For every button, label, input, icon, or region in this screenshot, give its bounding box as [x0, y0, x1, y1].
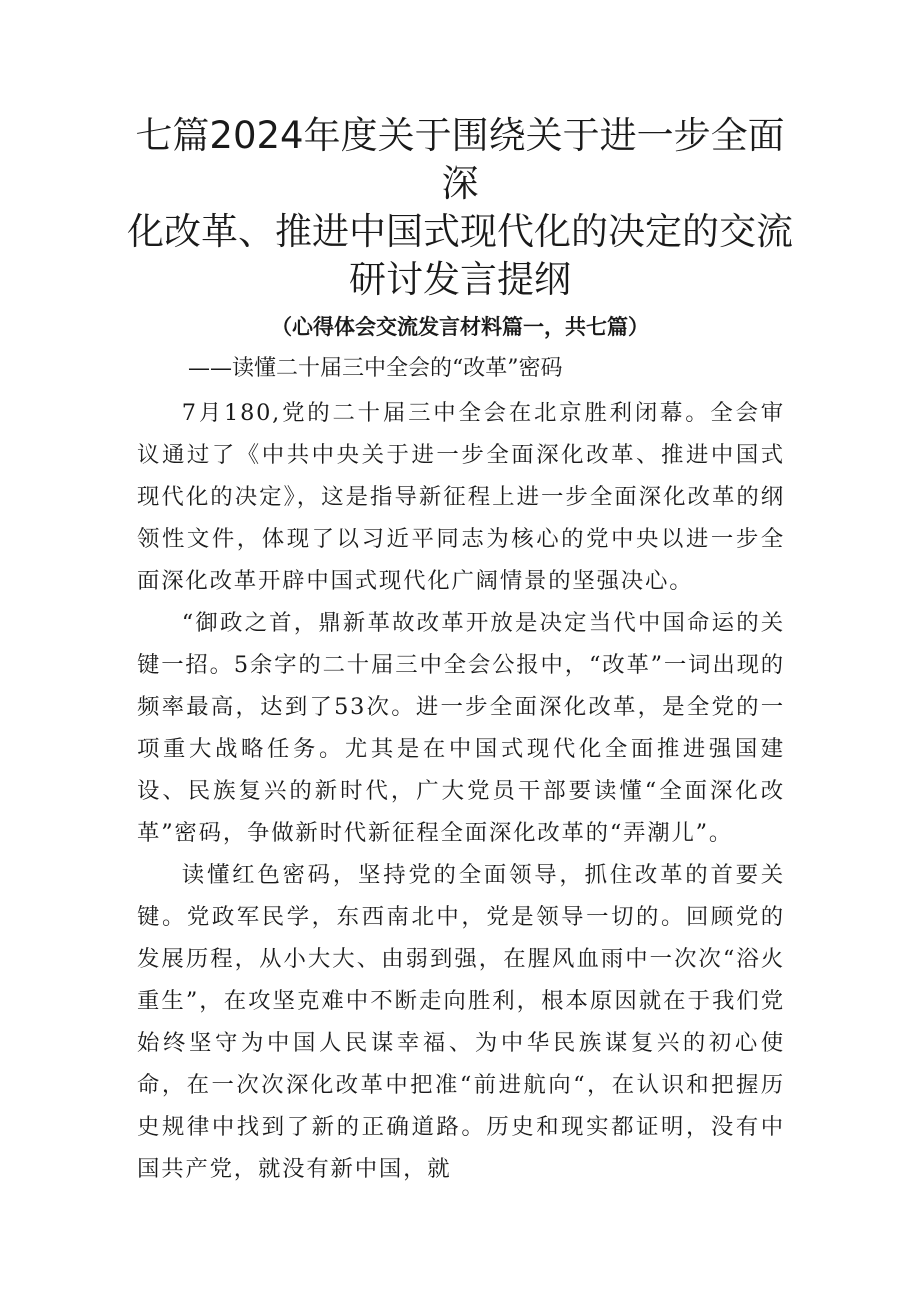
paragraph-2: “御政之首，鼎新革故改革开放是决定当代中国命运的关键一招。5余字的二十届三中全会公报中，“改革”一词出现的频率最高，达到了53次。进一步全面深化改革，是全党的一项重大战略任务。尤其是在中国式现代化全面推进强国建设、民族复兴的新时代，广大党员干部要读懂“全面深化改革”密码，争做新时代新征程全面深化改革的“弄潮儿”。: [137, 610, 785, 846]
document-body: [137, 392, 785, 1190]
title-line-1: 七篇2024年度关于围绕关于进一步全面深: [135, 114, 785, 205]
paragraph-3: 读懂红色密码，坚持党的全面领导，抓住改革的首要关键。党政军民学，东西南北中，党是领导一切的。回顾党的发展历程，从小大大、由弱到强，在腥风血雨中一次次“浴火重生”，在攻坚克难中不断走向胜利，根本原因就在于我们党始终坚守为中国人民谋幸福、为中华民族谋复兴的初心使命，在一次次深化改革中把准“前进航向“，在认识和把握历史规律中找到了新的正确道路。历史和现实都证明，没有中国共产党，就没有新中国，就: [137, 862, 785, 1182]
title-line-2: 化改革、推进中国式现代化的决定的交流: [127, 210, 793, 253]
section-heading: ——读懂二十届三中全会的“改革”密码: [188, 356, 563, 381]
paragraph-1: 7月180,党的二十届三中全会在北京胜利闭幕。全会审议通过了《中共中央关于进一步全面深化改革、推进中国式现代化的决定》，这是指导新征程上进一步全面深化改革的纲领性文件，体现了以习近平同志为核心的党中央以进一步全面深化改革开辟中国式现代化广阔情景的坚强决心。: [137, 400, 785, 594]
document-subtitle: （心得体会交流发言材料篇一，共七篇）: [271, 315, 649, 339]
title-line-3: 研讨发言提纲: [349, 258, 571, 301]
document-title: [120, 112, 800, 304]
